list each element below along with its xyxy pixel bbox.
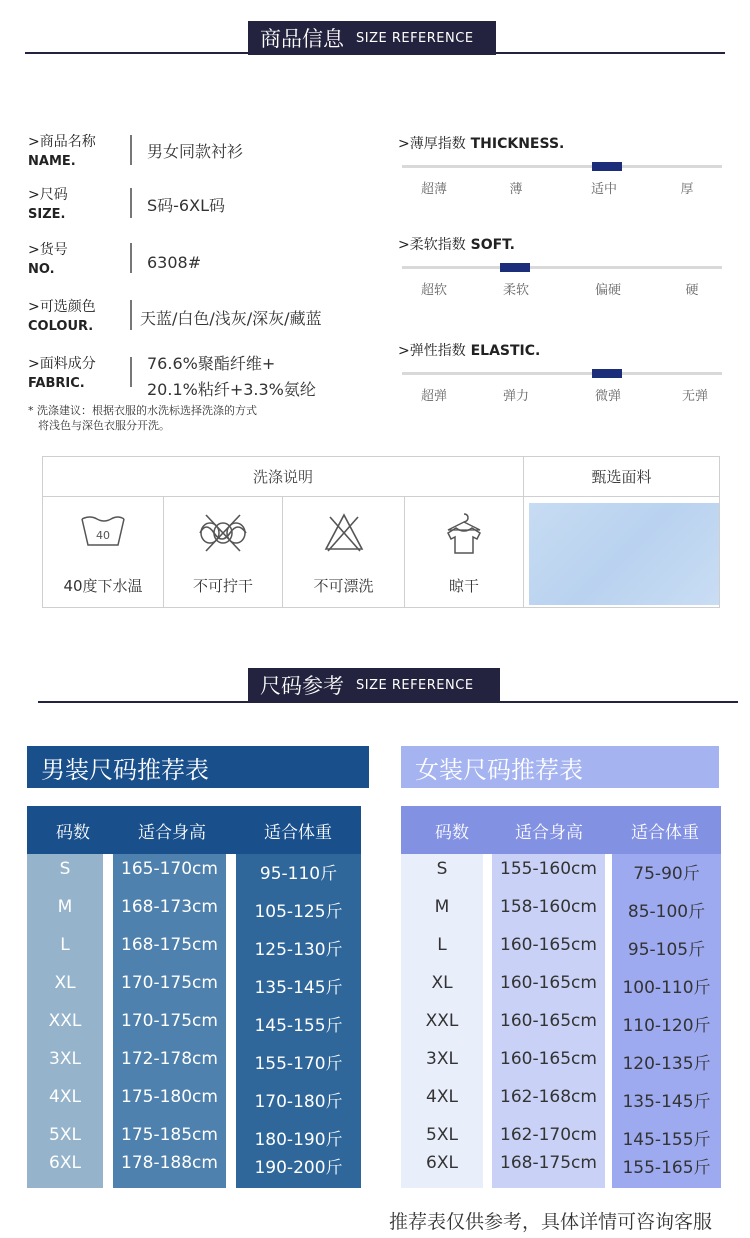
table-cell: 155-165斤 bbox=[622, 1158, 711, 1178]
table-cell: 110-120斤 bbox=[622, 1016, 711, 1036]
table-cell: XXL bbox=[425, 1011, 459, 1031]
table-cell: 160-165cm bbox=[500, 1011, 597, 1031]
header-size: 码数 bbox=[56, 822, 90, 843]
table-cell: 155-170斤 bbox=[254, 1054, 343, 1074]
table-cell: 180-190斤 bbox=[254, 1130, 343, 1150]
table-cell: 178-188cm bbox=[121, 1153, 218, 1173]
table-cell: 100-110斤 bbox=[622, 978, 711, 998]
info-value-fabric-2: 20.1%粘纤+3.3%氨纶 bbox=[147, 380, 316, 399]
scale-track bbox=[402, 266, 722, 269]
table-cell: M bbox=[434, 897, 450, 917]
table-cell: 75-90斤 bbox=[633, 864, 700, 884]
wash-table bbox=[42, 456, 720, 608]
table-cell: 175-185cm bbox=[121, 1125, 218, 1145]
women-column-1 bbox=[492, 854, 605, 1188]
table-cell: 155-160cm bbox=[500, 859, 597, 879]
table-cell: 168-175cm bbox=[500, 1153, 597, 1173]
table-cell: 158-160cm bbox=[500, 897, 597, 917]
table-cell: S bbox=[59, 859, 71, 879]
table-cell: 4XL bbox=[426, 1087, 458, 1107]
table-cell: 160-165cm bbox=[500, 973, 597, 993]
info-divider bbox=[130, 300, 132, 330]
table-cell: 145-155斤 bbox=[622, 1130, 711, 1150]
wash-item: 不可漂洗 bbox=[283, 497, 405, 607]
scale-marker bbox=[592, 162, 622, 171]
scale-marker bbox=[592, 369, 622, 378]
table-cell: 120-135斤 bbox=[622, 1054, 711, 1074]
hang-dry-icon bbox=[405, 511, 523, 555]
info-divider bbox=[130, 243, 132, 273]
table-cell: 95-110斤 bbox=[259, 864, 338, 884]
info-label-no: >货号 NO. bbox=[28, 242, 68, 277]
table-cell: 170-175cm bbox=[121, 1011, 218, 1031]
wash-item: 不可拧干 bbox=[164, 497, 283, 607]
table-cell: 172-178cm bbox=[121, 1049, 218, 1069]
table-cell: L bbox=[437, 935, 447, 955]
info-label-name: >商品名称 NAME. bbox=[28, 134, 96, 169]
women-table-header bbox=[401, 806, 721, 854]
header-height: 适合身高 bbox=[138, 822, 206, 843]
fabric-swatch bbox=[529, 503, 719, 605]
table-cell: 105-125斤 bbox=[254, 902, 343, 922]
info-value-size: S码-6XL码 bbox=[147, 196, 225, 215]
wash-item: 晾干 bbox=[405, 497, 524, 607]
table-cell: 3XL bbox=[426, 1049, 458, 1069]
table-cell: 5XL bbox=[426, 1125, 458, 1145]
table-cell: 170-175cm bbox=[121, 973, 218, 993]
table-cell: 5XL bbox=[49, 1125, 81, 1145]
table-cell: L bbox=[60, 935, 70, 955]
women-column-2 bbox=[612, 854, 721, 1188]
men-table-title: 男装尺码推荐表 bbox=[27, 746, 369, 788]
scale-track bbox=[402, 165, 722, 168]
section-title-cn: 商品信息 bbox=[260, 27, 344, 51]
wash-item: 40 40度下水温 bbox=[43, 497, 164, 607]
info-divider bbox=[130, 135, 132, 165]
table-cell: XL bbox=[54, 973, 76, 993]
section-tab-product-info bbox=[248, 21, 496, 55]
header-height: 适合身高 bbox=[515, 822, 583, 843]
wash-header: 洗涤说明 bbox=[43, 457, 524, 497]
table-cell: XXL bbox=[48, 1011, 82, 1031]
section-tab-size-reference bbox=[248, 668, 500, 702]
table-cell: 125-130斤 bbox=[254, 940, 343, 960]
table-cell: 6XL bbox=[49, 1153, 81, 1173]
table-cell: 4XL bbox=[49, 1087, 81, 1107]
section-title-en: SIZE REFERENCE bbox=[356, 677, 474, 693]
table-cell: 6XL bbox=[426, 1153, 458, 1173]
info-value-fabric: 76.6%聚酯纤维+ bbox=[147, 354, 276, 373]
table-cell: 190-200斤 bbox=[254, 1158, 343, 1178]
table-cell: 135-145斤 bbox=[254, 978, 343, 998]
table-cell: 160-165cm bbox=[500, 1049, 597, 1069]
table-cell: 168-175cm bbox=[121, 935, 218, 955]
table-cell: 162-170cm bbox=[500, 1125, 597, 1145]
info-label-colour: >可选颜色 COLOUR. bbox=[28, 299, 96, 334]
info-value-no: 6308# bbox=[147, 253, 202, 272]
header-weight: 适合体重 bbox=[264, 822, 332, 843]
table-cell: 135-145斤 bbox=[622, 1092, 711, 1112]
table-cell: 145-155斤 bbox=[254, 1016, 343, 1036]
table-cell: 162-168cm bbox=[500, 1087, 597, 1107]
scale-marker bbox=[500, 263, 530, 272]
men-table-header bbox=[27, 806, 361, 854]
header-weight: 适合体重 bbox=[631, 822, 699, 843]
svg-text:40: 40 bbox=[96, 529, 110, 542]
wash-note: * 洗涤建议：根据衣服的水洗标选择洗涤的方式 将浅色与深色衣服分开洗。 bbox=[28, 404, 257, 432]
men-column-2 bbox=[236, 854, 361, 1188]
table-cell: 3XL bbox=[49, 1049, 81, 1069]
section-title-cn: 尺码参考 bbox=[260, 674, 344, 698]
table-cell: XL bbox=[431, 973, 453, 993]
men-column-0 bbox=[27, 854, 103, 1188]
info-label-fabric: >面料成分 FABRIC. bbox=[28, 356, 96, 391]
scale-track bbox=[402, 372, 722, 375]
table-cell: 85-100斤 bbox=[627, 902, 706, 922]
table-cell: 168-173cm bbox=[121, 897, 218, 917]
info-label-size: >尺码 SIZE. bbox=[28, 187, 68, 222]
fabric-header: 甄选面料 bbox=[524, 457, 719, 497]
footer-note: 推荐表仅供参考，具体详情可咨询客服 bbox=[388, 1211, 712, 1233]
women-column-0 bbox=[401, 854, 483, 1188]
section-title-en: SIZE REFERENCE bbox=[356, 30, 474, 46]
table-cell: 95-105斤 bbox=[627, 940, 706, 960]
table-cell: 160-165cm bbox=[500, 935, 597, 955]
table-cell: 165-170cm bbox=[121, 859, 218, 879]
wash-40-icon bbox=[43, 511, 163, 555]
no-wring-icon bbox=[164, 511, 282, 555]
info-value-name: 男女同款衬衫 bbox=[147, 142, 244, 161]
women-table-title: 女装尺码推荐表 bbox=[401, 746, 719, 788]
info-value-colour: 天蓝/白色/浅灰/深灰/藏蓝 bbox=[140, 309, 322, 328]
header-size: 码数 bbox=[435, 822, 469, 843]
table-cell: M bbox=[57, 897, 73, 917]
no-bleach-icon bbox=[283, 511, 404, 555]
info-divider bbox=[130, 357, 132, 387]
table-cell: S bbox=[436, 859, 448, 879]
table-cell: 170-180斤 bbox=[254, 1092, 343, 1112]
table-cell: 175-180cm bbox=[121, 1087, 218, 1107]
men-column-1 bbox=[113, 854, 226, 1188]
info-divider bbox=[130, 188, 132, 218]
